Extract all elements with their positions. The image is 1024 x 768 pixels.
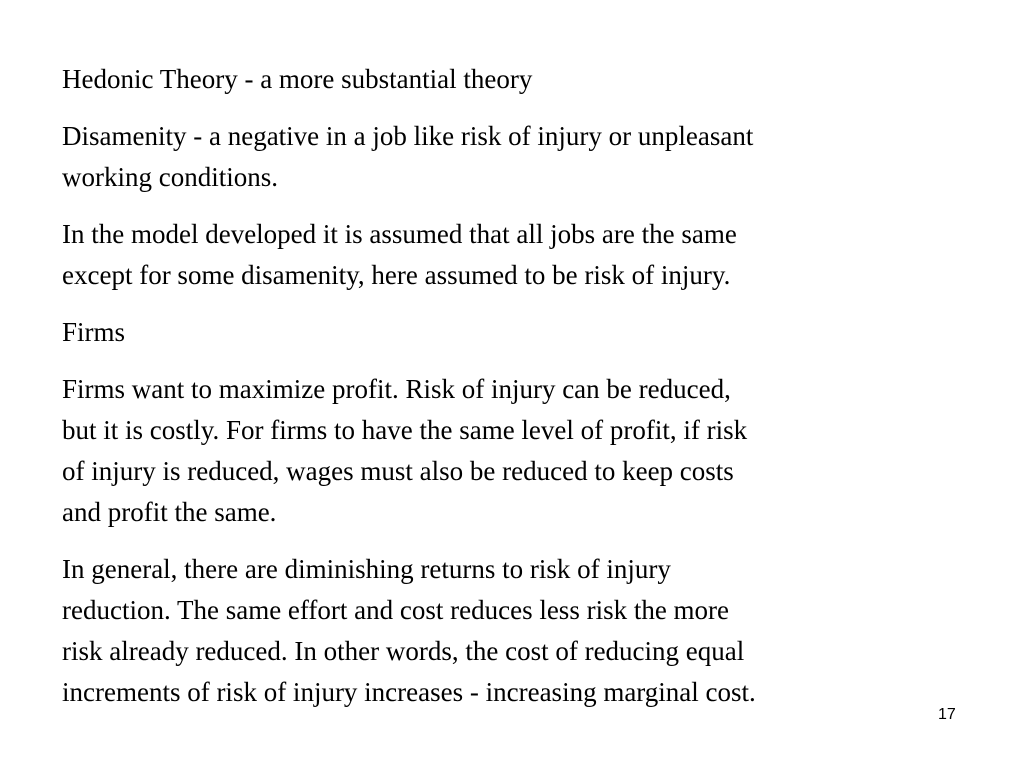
paragraph-disamenity: Disamenity - a negative in a job like risk of injury or unpleasant working conditions.	[62, 121, 754, 192]
paragraph-firms-profit: Firms want to maximize profit. Risk of injury can be reduced, but it is costly. For firms to have the same level of profit, if risk of injury is reduced, wages must also be reduced to keep costs and profit the same.	[62, 374, 748, 527]
paragraph-model-assumption: In the model developed it is assumed that all jobs are the same except for some disamenity, here assumed to be risk of injury.	[62, 219, 737, 290]
paragraph-firms-heading: Firms	[62, 317, 126, 347]
page-number: 17	[938, 706, 956, 723]
slide-body	[62, 59, 952, 729]
paragraph-hedonic-theory: Hedonic Theory - a more substantial theory	[62, 64, 533, 94]
paragraph-diminishing-returns: In general, there are diminishing returns to risk of injury reduction. The same effort and cost reduces less risk the more risk already reduced. In other words, the cost of reducing equal increments of risk of injury increases - increasing marginal cost.	[62, 554, 756, 707]
